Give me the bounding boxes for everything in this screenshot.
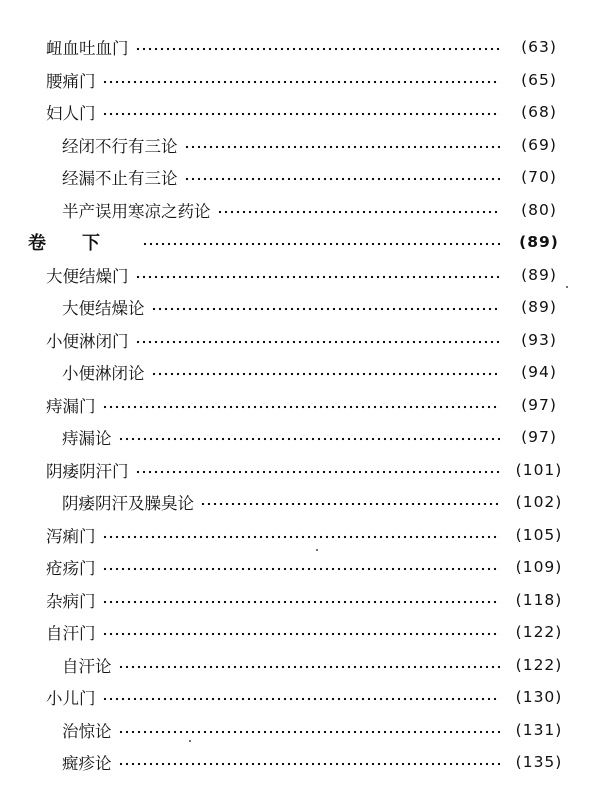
toc-entry-title: 小儿门 — [46, 689, 96, 709]
toc-entry — [0, 194, 600, 227]
dot-leader — [102, 697, 501, 701]
dot-leader — [118, 437, 501, 441]
toc-entry — [0, 324, 600, 357]
toc-entry-title: 阴痿阴汗及臊臭论 — [62, 494, 194, 514]
toc-page-number: (102) — [515, 493, 563, 512]
toc-entry-title: 腰痛门 — [46, 71, 96, 91]
toc-page-number: (97) — [521, 395, 557, 414]
dot-leader — [151, 307, 501, 311]
toc-entry — [0, 584, 600, 617]
dot-leader — [118, 665, 501, 669]
toc-volume-heading — [0, 226, 600, 259]
dot-leader — [217, 210, 501, 214]
toc-entry-title: 大便结燥论 — [62, 299, 145, 319]
toc-entry-title: 经漏不止有三论 — [62, 169, 178, 189]
scan-speck — [316, 549, 318, 551]
dot-leader — [135, 470, 501, 474]
toc-page-number: (122) — [515, 655, 563, 674]
toc-entry-title: 疮疡门 — [46, 559, 96, 579]
toc-entry-title: 经闭不行有三论 — [62, 136, 178, 156]
toc-entry — [0, 389, 600, 422]
toc-page-number: (101) — [515, 460, 563, 479]
table-of-contents — [0, 31, 600, 779]
toc-page-number: (89) — [519, 233, 559, 252]
toc-entry — [0, 129, 600, 162]
dot-leader — [184, 145, 501, 149]
toc-page-number: (68) — [521, 103, 557, 122]
toc-entry-title: 卷下 — [28, 233, 136, 255]
dot-leader — [135, 47, 501, 51]
toc-page-number: (65) — [521, 70, 557, 89]
toc-entry — [0, 291, 600, 324]
toc-entry-title: 衄血吐血门 — [46, 39, 129, 59]
toc-page-number: (118) — [515, 590, 563, 609]
toc-entry-title: 癍疹论 — [62, 754, 112, 774]
dot-leader — [102, 405, 501, 409]
toc-page-number: (122) — [515, 623, 563, 642]
toc-entry-title: 小便淋闭门 — [46, 331, 129, 351]
toc-page-number: (97) — [521, 428, 557, 447]
dot-leader — [118, 730, 501, 734]
toc-entry-title: 妇人门 — [46, 104, 96, 124]
toc-entry — [0, 421, 600, 454]
toc-entry — [0, 64, 600, 97]
toc-entry — [0, 486, 600, 519]
toc-entry — [0, 96, 600, 129]
dot-leader — [135, 275, 501, 279]
toc-page-number: (130) — [515, 688, 563, 707]
toc-entry — [0, 714, 600, 747]
toc-entry-title: 杂病门 — [46, 591, 96, 611]
toc-page-number: (93) — [521, 330, 557, 349]
toc-entry — [0, 31, 600, 64]
toc-page-number: (105) — [515, 525, 563, 544]
toc-page-number: (69) — [521, 135, 557, 154]
toc-page-number: (135) — [515, 753, 563, 772]
toc-entry-title: 阴痿阴汗门 — [46, 461, 129, 481]
toc-entry-title: 痔漏门 — [46, 396, 96, 416]
toc-page-number: (89) — [521, 298, 557, 317]
dot-leader — [102, 112, 501, 116]
toc-entry-title: 大便结燥门 — [46, 266, 129, 286]
scan-speck — [189, 740, 191, 742]
toc-entry — [0, 259, 600, 292]
toc-entry-title: 泻痢门 — [46, 526, 96, 546]
toc-page-number: (63) — [521, 38, 557, 57]
toc-entry — [0, 746, 600, 779]
dot-leader — [135, 340, 501, 344]
toc-page-number: (131) — [515, 720, 563, 739]
dot-leader — [102, 567, 501, 571]
toc-entry-title: 自汗论 — [62, 656, 112, 676]
toc-entry — [0, 551, 600, 584]
toc-entry-title: 治惊论 — [62, 721, 112, 741]
dot-leader — [118, 762, 501, 766]
toc-page-number: (89) — [521, 265, 557, 284]
toc-page-number: (94) — [521, 363, 557, 382]
dot-leader — [102, 600, 501, 604]
toc-page-number: (80) — [521, 200, 557, 219]
toc-entry — [0, 356, 600, 389]
toc-entry-title: 痔漏论 — [62, 429, 112, 449]
dot-leader — [102, 80, 501, 84]
toc-page-number: (70) — [521, 168, 557, 187]
dot-leader — [151, 372, 501, 376]
toc-entry — [0, 454, 600, 487]
scan-speck — [566, 286, 568, 288]
toc-entry — [0, 681, 600, 714]
toc-page-number: (109) — [515, 558, 563, 577]
dot-leader — [102, 632, 501, 636]
dot-leader — [200, 502, 500, 506]
toc-entry-title: 小便淋闭论 — [62, 364, 145, 384]
toc-entry-title: 自汗门 — [46, 624, 96, 644]
toc-entry — [0, 161, 600, 194]
dot-leader — [102, 535, 501, 539]
dot-leader — [184, 177, 501, 181]
toc-entry — [0, 616, 600, 649]
dot-leader — [142, 242, 500, 246]
toc-entry — [0, 649, 600, 682]
toc-entry — [0, 519, 600, 552]
toc-entry-title: 半产误用寒凉之药论 — [62, 201, 211, 221]
